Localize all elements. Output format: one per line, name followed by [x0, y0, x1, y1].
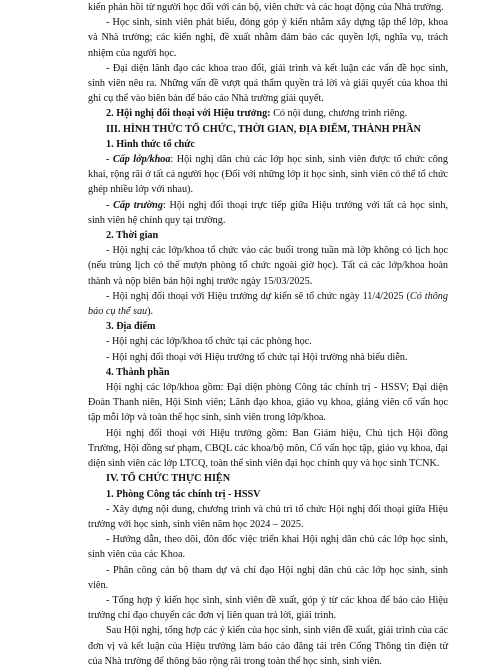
- paragraph: - Học sinh, sinh viên phát biểu, đóng góp ý kiến nhằm xây dựng tập thể lớp, khoa và Nhà trường; các kiến nghị, đề xuất nhằm đảm bảo các quyền lợi, nghĩa vụ, trách nhiệm của người học.: [88, 17, 448, 59]
- subheading-location: 3. Địa điểm: [106, 321, 156, 333]
- subheading-participants: 4. Thành phần: [106, 366, 170, 378]
- paragraph-text: : Hội nghị dân chủ các lớp học sinh, sinh viên được tổ chức công khai, rộng rãi ở tất cả người học (Đối với những lớp ít học sinh, sinh viên có thể tổ chức ghép nhiều lớp với nhau).: [88, 154, 448, 196]
- paragraph-text: : Hội nghị đối thoại trực tiếp giữa Hiệu trưởng với tất cả học sinh, sinh viên hệ chính quy tại trường.: [88, 199, 448, 226]
- paragraph-dialogue-date: [88, 289, 448, 319]
- paragraph: - Xây dựng nội dung, chương trình và chủ trì tổ chức Hội nghị đối thoại giữa Hiệu trưởng với học sinh, sinh viên năm học 2024 – 2025.: [88, 503, 448, 530]
- paragraph-label: - Cấp trường: [106, 199, 163, 211]
- paragraph-text: ).: [147, 306, 154, 318]
- paragraph: Sau Hội nghị, tổng hợp các ý kiến của học sinh, sinh viên đề xuất, giải trình của các đơn vị và kết luận của Hiệu trưởng làm báo cáo đăng tải trên Cổng Thông tin điện tử của Nhà trường để thông báo rộng rãi trong toàn thể học sinh, sinh viên.: [88, 625, 448, 667]
- paragraph-italic: Có thông báo cụ thể sau: [88, 290, 448, 318]
- subheading-political-office: 1. Phòng Công tác chính trị - HSSV: [106, 488, 261, 500]
- section-heading-III: III. HÌNH THỨC TỔ CHỨC, THỜI GIAN, ĐỊA ĐIỂM, THÀNH PHẦN: [106, 123, 421, 135]
- paragraph-school-level: [88, 198, 448, 228]
- paragraph: - Hội nghị các lớp/khoa tổ chức vào các buổi trong tuần mà lớp không có lịch học (nếu trùng lịch có thể mượn phòng tổ chức ngoài giờ học). Tất cả các lớp/khoa hoàn thành và nộp biên bản hội nghị trước ngày 15/03/2025.: [88, 245, 448, 287]
- paragraph-text: Có nội dung, chương trình riêng.: [270, 108, 408, 120]
- paragraph: - Đại diện lãnh đạo các khoa trao đổi, giải trình và kết luận các vấn đề học sinh, sinh viên nêu ra. Những vấn đề vượt quá thẩm quyền trả lời và giải quyết của khoa thì ghi cụ thể vào biên bản để báo cáo Nhà trường giải quyết.: [88, 62, 448, 105]
- document-body: [88, 0, 448, 669]
- paragraph: - Hội nghị các lớp/khoa tổ chức tại các phòng học.: [106, 336, 312, 348]
- paragraph-class-level: [88, 152, 448, 198]
- paragraph: - Hướng dẫn, theo dõi, đôn đốc việc triển khai Hội nghị dân chủ các lớp học sinh, sinh viên của các Khoa.: [88, 534, 448, 561]
- subheading-form: 1. Hình thức tổ chức: [106, 138, 195, 150]
- paragraph: - Hội nghị đối thoại với Hiệu trưởng tổ chức tại Hội trường nhà biểu diễn.: [106, 351, 408, 363]
- paragraph: kiến phản hồi từ người học đối với cán bộ, viên chức và các hoạt động của Nhà trường.: [88, 2, 444, 13]
- paragraph-label: - Cấp lớp/khoa: [106, 154, 171, 166]
- paragraph: - Tổng hợp ý kiến học sinh, sinh viên đề xuất, góp ý từ các khoa để báo cáo Hiệu trưởng chỉ đạo chuyển các đơn vị liên quan trả lời, giải trình.: [88, 594, 448, 622]
- subheading-time: 2. Thời gian: [106, 230, 159, 242]
- paragraph-dialogue-principal: [88, 106, 448, 121]
- paragraph: - Phân công cán bộ tham dự và chỉ đạo Hội nghị dân chủ các lớp học sinh, sinh viên.: [88, 564, 448, 591]
- paragraph: Hội nghị các lớp/khoa gồm: Đại diện phòng Công tác chính trị - HSSV; Đại diện Đoàn Thanh niên, Hội Sinh viên; Lãnh đạo khoa, giáo vụ khoa, giảng viên cố vấn học tập mỗi lớp và toàn thể học sinh, sinh viên trong lớp/khoa.: [88, 382, 448, 424]
- section-heading-IV: IV. TỔ CHỨC THỰC HIỆN: [106, 473, 231, 485]
- paragraph-label: 2. Hội nghị đối thoại với Hiệu trưởng:: [106, 108, 271, 120]
- paragraph: Hội nghị đối thoại với Hiệu trưởng gồm: Ban Giám hiệu, Chủ tịch Hội đồng Trường, Hội đồng sư phạm, CBQL các khoa/bộ môn, Cố vấn học tập, giáo vụ khoa, đại diện sinh viên các lớp LTCQ, toàn thể sinh viên đại học chính quy và học sinh TCNK.: [88, 427, 448, 470]
- paragraph-text: - Hội nghị đối thoại với Hiệu trưởng dự kiến sẽ tổ chức ngày 11/4/2025 (: [106, 290, 410, 302]
